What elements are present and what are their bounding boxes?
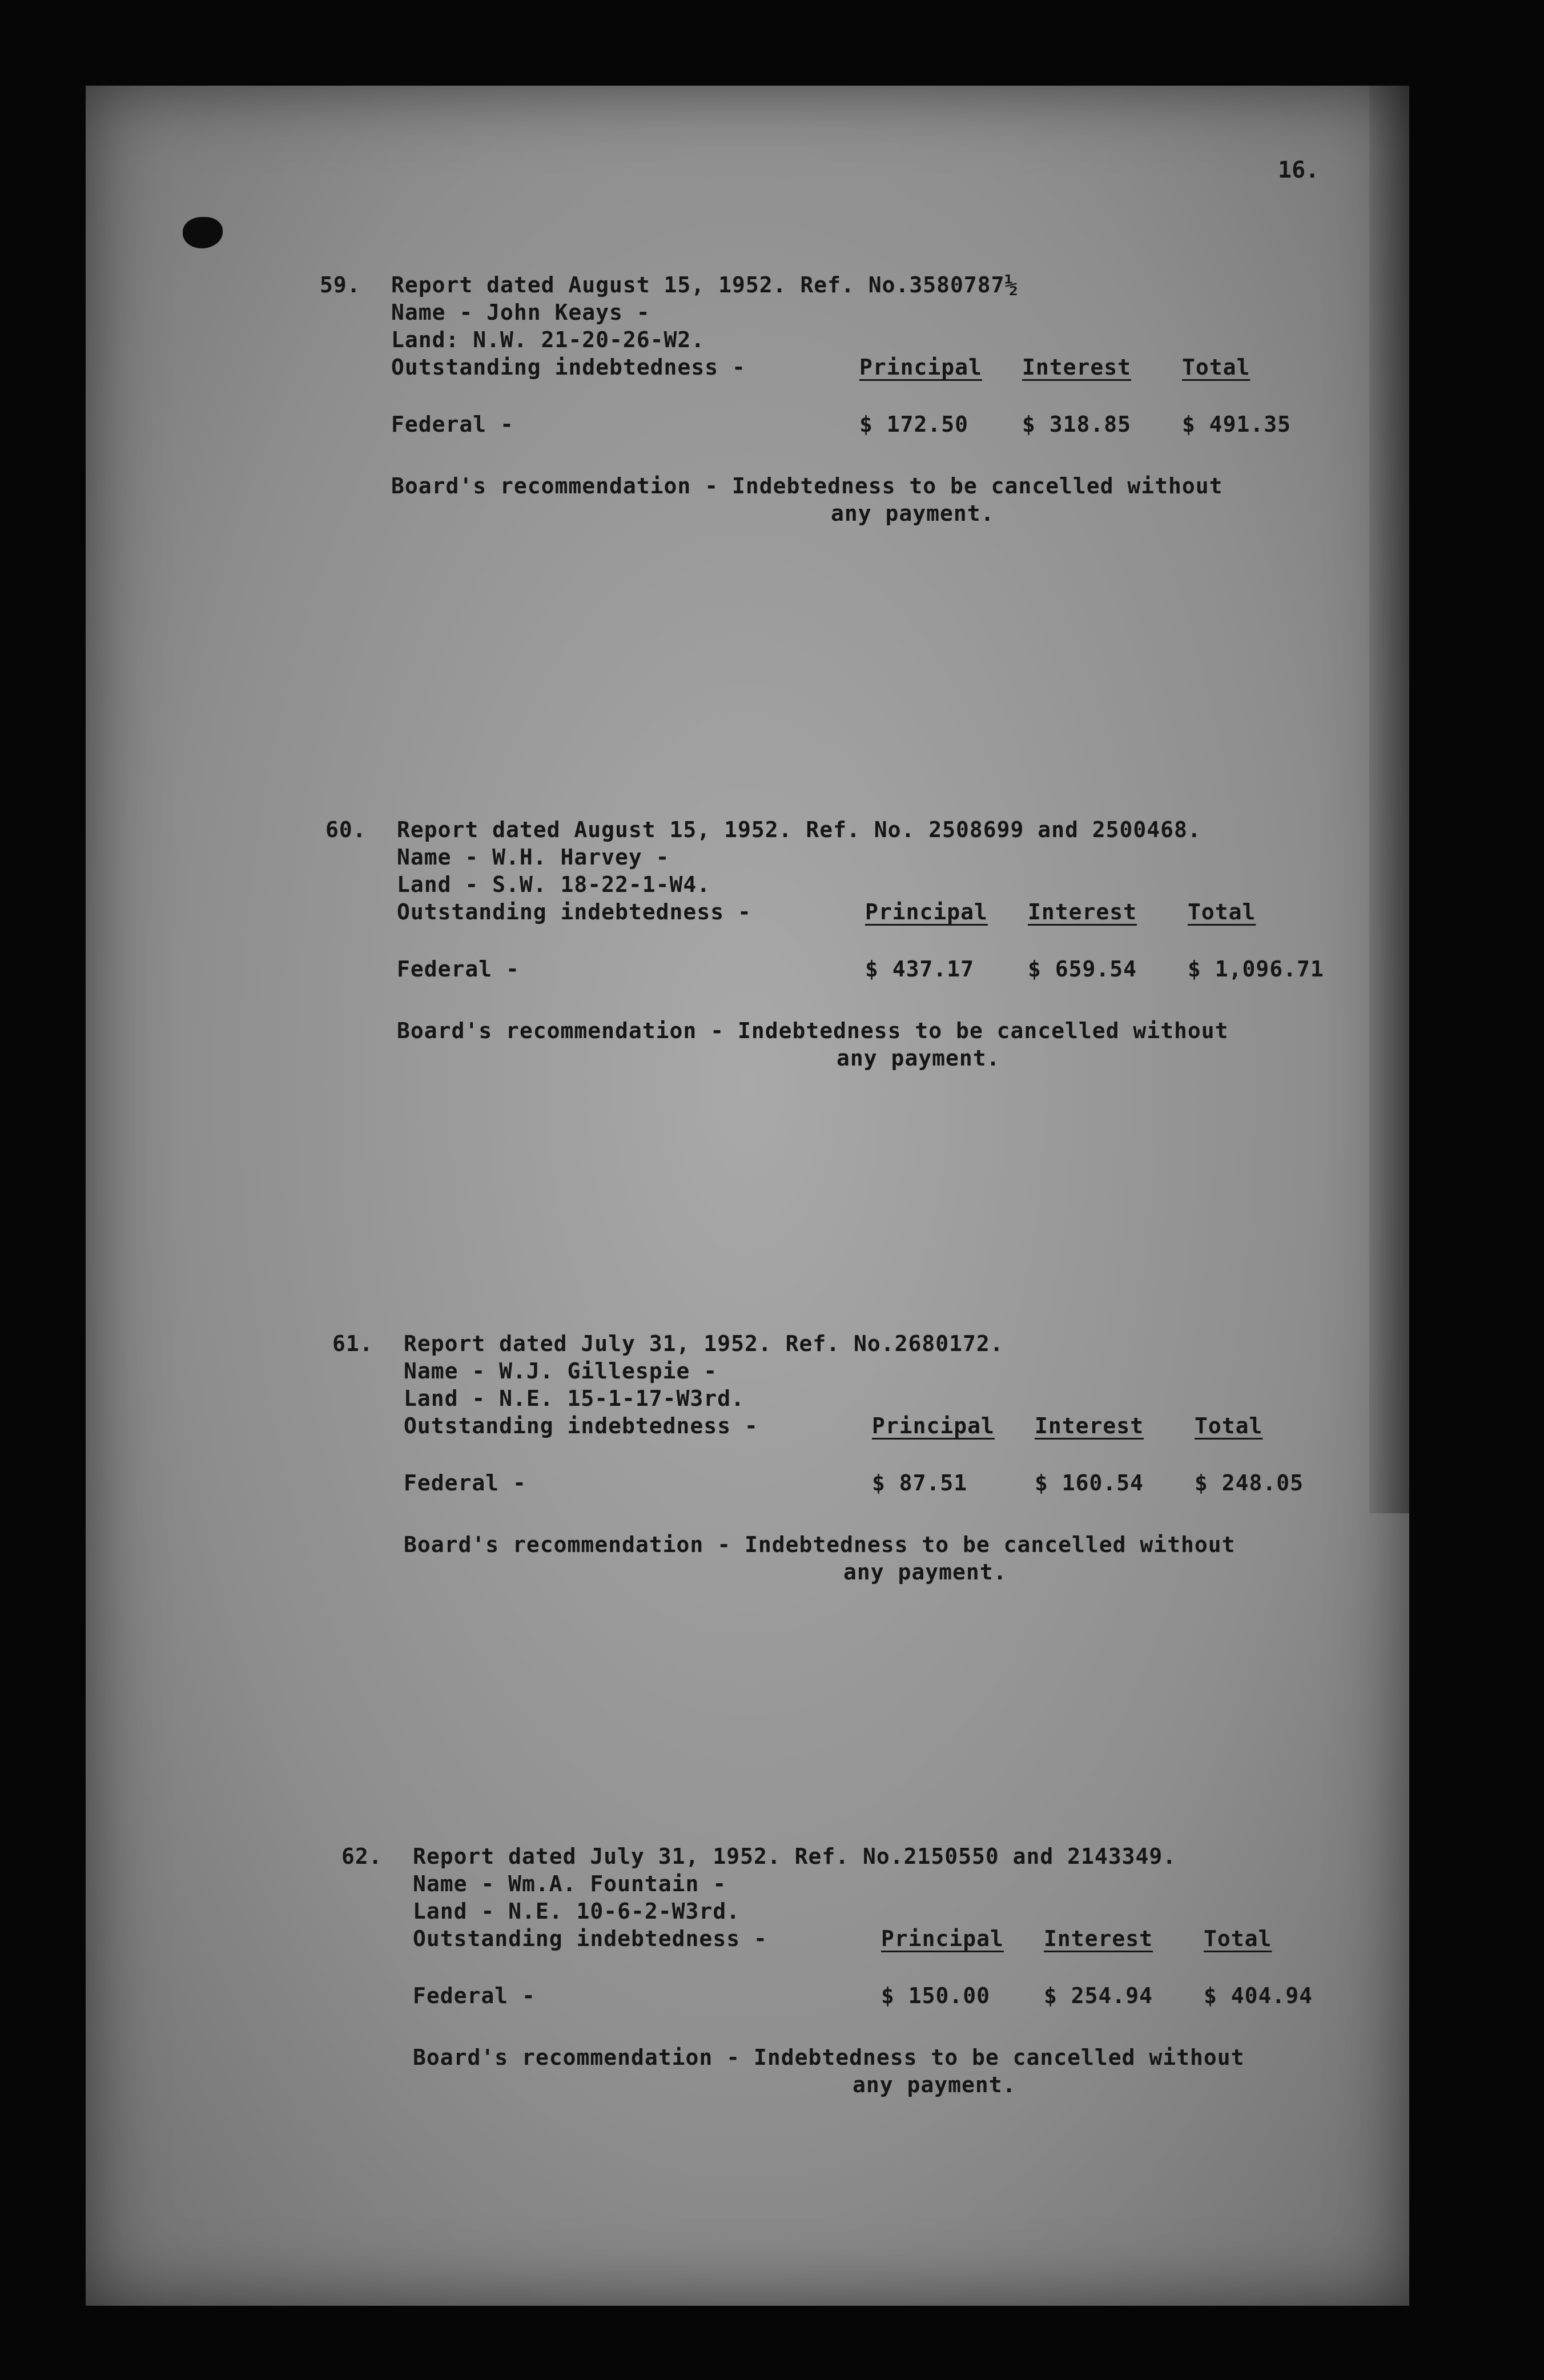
interest-value: $ 318.85: [1022, 412, 1132, 437]
total-value: $ 248.05: [1195, 1470, 1304, 1495]
interest-value: $ 160.54: [1035, 1470, 1144, 1495]
total-value: $ 1,096.71: [1188, 956, 1324, 982]
page-edge-shadow: [1369, 86, 1409, 1513]
report-line: Report dated August 15, 1952. Ref. No. 2508699 and 2500468.: [397, 817, 1201, 842]
interest-header: Interest: [1044, 1926, 1153, 1951]
outstanding-label: Outstanding indebtedness -: [391, 355, 746, 380]
principal-header: Principal: [865, 899, 988, 924]
federal-label: Federal -: [404, 1470, 526, 1495]
ink-blot: [183, 217, 223, 248]
entry-number: 60.: [325, 817, 367, 842]
total-header: Total: [1182, 355, 1251, 380]
principal-header: Principal: [872, 1413, 995, 1438]
name-line: Name - W.J. Gillespie -: [404, 1358, 718, 1384]
land-line: Land: N.W. 21-20-26-W2.: [391, 327, 705, 352]
recommendation-line: Board's recommendation - Indebtedness to be cancelled without: [404, 1532, 1236, 1557]
principal-value: $ 87.51: [872, 1470, 968, 1495]
federal-label: Federal -: [413, 1983, 536, 2008]
name-line: Name - John Keays -: [391, 300, 650, 325]
report-line: Report dated July 31, 1952. Ref. No.2150550 and 2143349.: [413, 1844, 1177, 1869]
land-line: Land - N.E. 10-6-2-W3rd.: [413, 1899, 741, 1924]
total-header: Total: [1204, 1926, 1272, 1951]
total-value: $ 491.35: [1182, 412, 1292, 437]
entry-number: 61.: [332, 1331, 373, 1356]
interest-value: $ 254.94: [1044, 1983, 1153, 2008]
total-value: $ 404.94: [1204, 1983, 1313, 2008]
interest-header: Interest: [1035, 1413, 1144, 1438]
interest-value: $ 659.54: [1028, 956, 1137, 982]
recommendation-continuation: any payment.: [837, 1046, 1000, 1071]
principal-header: Principal: [881, 1926, 1004, 1951]
interest-header: Interest: [1028, 899, 1137, 924]
outstanding-label: Outstanding indebtedness -: [404, 1413, 758, 1438]
total-header: Total: [1188, 899, 1256, 924]
document-page: [86, 86, 1409, 2306]
recommendation-line: Board's recommendation - Indebtedness to be cancelled without: [391, 473, 1223, 498]
principal-header: Principal: [859, 355, 982, 380]
principal-value: $ 437.17: [865, 956, 975, 982]
entry-number: 59.: [320, 272, 361, 298]
total-header: Total: [1195, 1413, 1263, 1438]
recommendation-line: Board's recommendation - Indebtedness to be cancelled without: [413, 2045, 1245, 2070]
report-line: Report dated July 31, 1952. Ref. No.2680172.: [404, 1331, 1004, 1356]
report-line: Report dated August 15, 1952. Ref. No.3580787½: [391, 272, 1019, 298]
federal-label: Federal -: [397, 956, 520, 982]
principal-value: $ 150.00: [881, 1983, 991, 2008]
name-line: Name - W.H. Harvey -: [397, 845, 670, 870]
outstanding-label: Outstanding indebtedness -: [413, 1926, 767, 1951]
interest-header: Interest: [1022, 355, 1132, 380]
recommendation-line: Board's recommendation - Indebtedness to be cancelled without: [397, 1018, 1229, 1043]
land-line: Land - N.E. 15-1-17-W3rd.: [404, 1386, 745, 1411]
name-line: Name - Wm.A. Fountain -: [413, 1871, 727, 1896]
recommendation-continuation: any payment.: [843, 1559, 1007, 1585]
land-line: Land - S.W. 18-22-1-W4.: [397, 872, 711, 897]
entry-number: 62.: [341, 1844, 383, 1869]
federal-label: Federal -: [391, 412, 514, 437]
recommendation-continuation: any payment.: [853, 2072, 1016, 2097]
outstanding-label: Outstanding indebtedness -: [397, 899, 751, 924]
principal-value: $ 172.50: [859, 412, 969, 437]
page-number: 16.: [1278, 157, 1320, 183]
recommendation-continuation: any payment.: [831, 501, 995, 526]
